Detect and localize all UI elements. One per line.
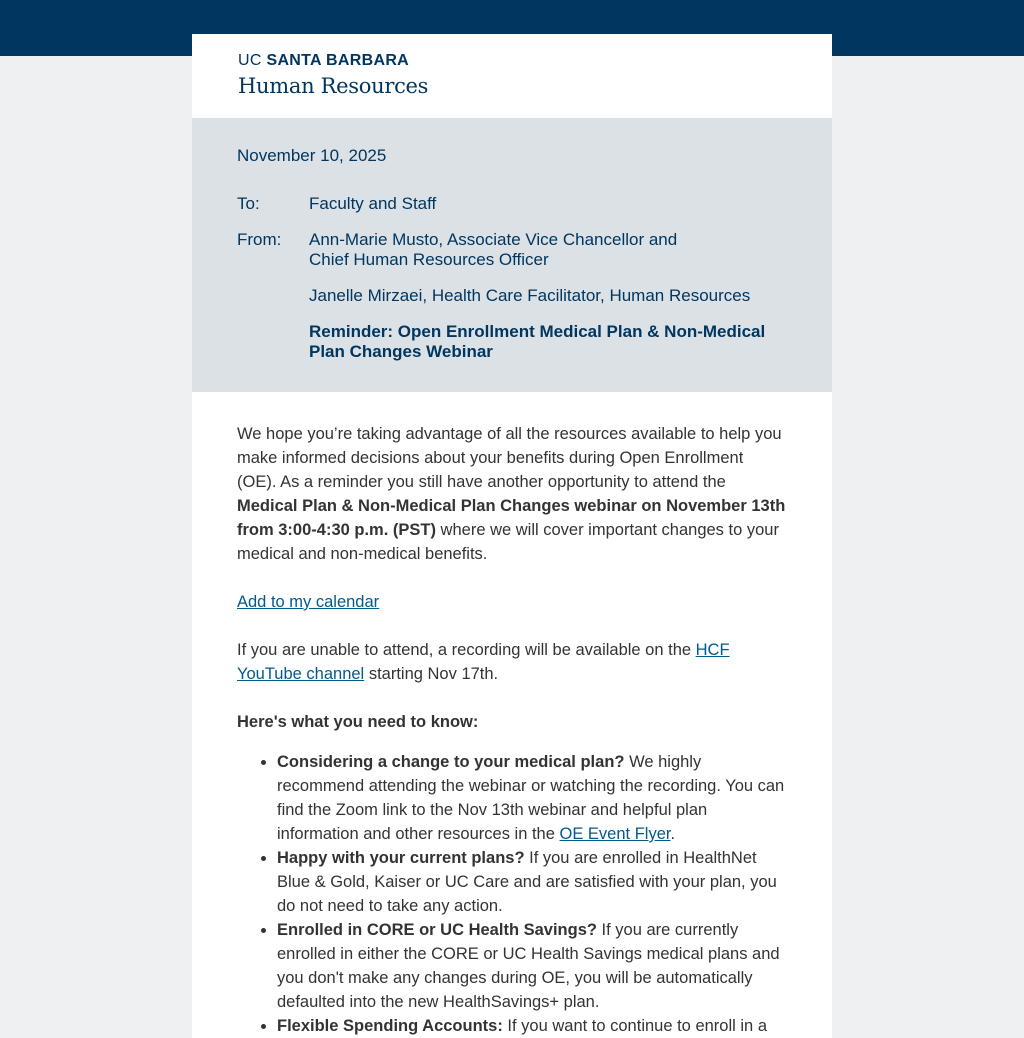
logo-uc: UC — [238, 52, 262, 69]
know-heading: Here's what you need to know: — [237, 713, 479, 731]
ucsb-hr-logo — [192, 34, 832, 118]
from-row — [237, 230, 787, 270]
memo-date: November 10, 2025 — [237, 146, 387, 165]
logo-santa-barbara: SANTA BARBARA — [266, 52, 410, 69]
add-to-calendar-link[interactable]: Add to my calendar — [237, 593, 380, 611]
logo-human-resources: Human Resources — [238, 74, 429, 98]
memo-subject: Reminder: Open Enrollment Medical Plan & Non-Medical Plan Changes Webinar — [309, 322, 766, 361]
list-item: • Considering a change to your medical plan? We highly recommend attending the webinar or watching the recording. You can find the Zoom link to the Nov 13th webinar and helpful plan information and other resources in the OE Event Flyer. — [277, 750, 787, 846]
memo-header — [192, 118, 832, 392]
recording-paragraph: If you are unable to attend, a recording will be available on the HCF YouTube channel starting Nov 17th. — [237, 641, 730, 683]
list-item: • Flexible Spending Accounts: If you want to continue to enroll in a — [277, 1014, 787, 1038]
email-card — [192, 34, 832, 1038]
to-value: Faculty and Staff — [309, 194, 437, 213]
from-label: From: — [237, 230, 282, 249]
info-list — [237, 750, 787, 1038]
list-item: • Enrolled in CORE or UC Health Savings? If you are currently enrolled in either the CORE or UC Health Savings medical plans and you don't make any changes during OE, you will be automatically defaulted into the new HealthSavings+ plan. — [277, 918, 787, 1014]
email-body — [192, 392, 832, 1038]
from-value-1: Ann-Marie Musto, Associate Vice Chancellor and Chief Human Resources Officer — [309, 230, 678, 269]
hcf-youtube-link[interactable]: HCF YouTube channel — [237, 641, 730, 683]
list-item: • Happy with your current plans? If you are enrolled in HealthNet Blue & Gold, Kaiser or UC Care and are satisfied with your plan, you do not need to take any action. — [277, 846, 787, 918]
intro-paragraph: We hope you’re taking advantage of all the resources available to help you make informed decisions about your benefits during Open Enrollment (OE). As a reminder you still have another opportunity to attend the Medical Plan & Non-Medical Plan Changes webinar on November 13th from 3:00-4:30 p.m. (PST) where we will cover important changes to your medical and non-medical benefits. — [237, 425, 786, 563]
from-value-2: Janelle Mirzaei, Health Care Facilitator, Human Resources — [309, 286, 751, 305]
to-label: To: — [237, 194, 260, 213]
oe-event-flyer-link[interactable]: OE Event Flyer — [559, 825, 671, 843]
to-row — [237, 194, 787, 214]
